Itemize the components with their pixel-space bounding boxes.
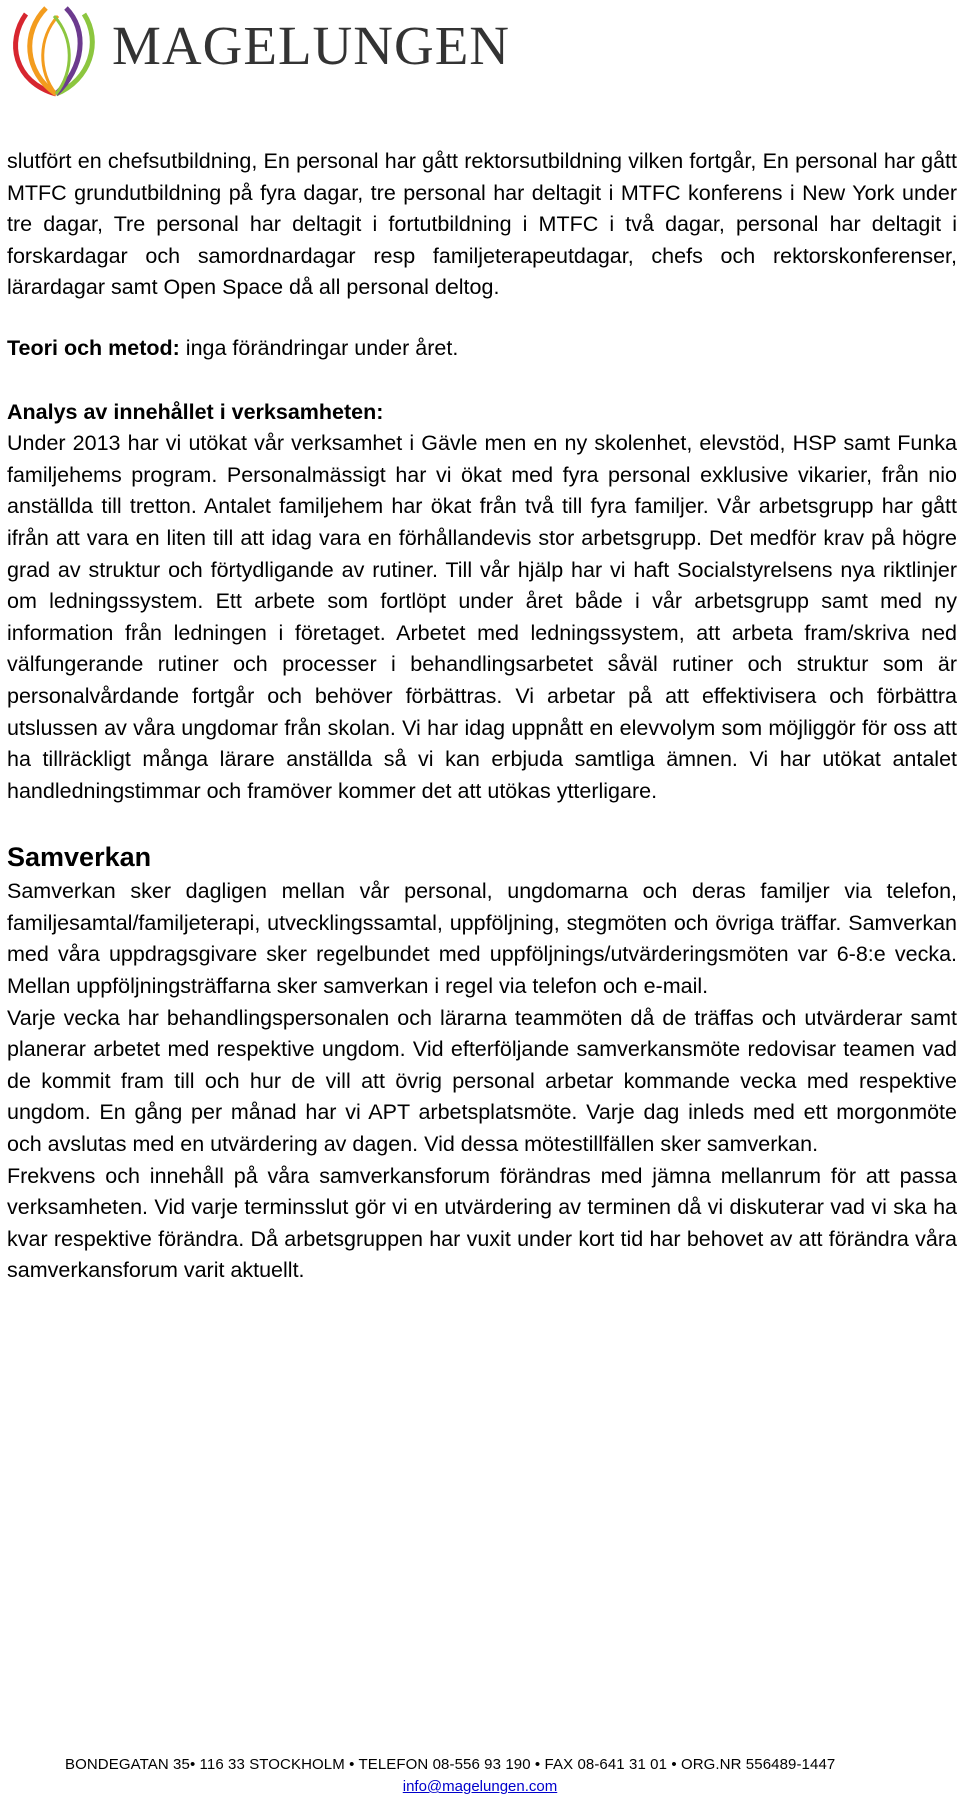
intro-paragraph: slutfört en chefsutbildning, En personal har gått rektorsutbildning vilken fortgår, En personal har gått MTFC grundutbildning på fyra dagar, tre personal har deltagit i MTFC konferens i New York under tre dagar, Tre personal har deltagit i fortutbildning i MTFC i två dagar, personal har deltagit i forskardagar och samordnardagar resp familjeterapeutdagar, chefs och rektorskonferenser, lärardagar samt Open Space då all personal deltog. bbox=[7, 149, 957, 300]
theory-text: inga förändringar under året. bbox=[179, 335, 459, 360]
page-header bbox=[0, 0, 960, 110]
analysis-heading: Analys av innehållet i verksamheten: bbox=[7, 399, 384, 424]
samverkan-paragraph-3: Frekvens och innehåll på våra samverkansforum förändras med jämna mellanrum för att passa verksamheten. Vid varje terminsslut gör vi en utvärdering av terminen då vi diskuterar vad vi ska ha kvar respektive förändra. Då arbetsgruppen har vuxit under kort tid har behovet av att förändra våra samverkansforum varit aktuellt. bbox=[7, 1163, 957, 1283]
samverkan-heading: Samverkan bbox=[7, 842, 152, 873]
footer-email-link[interactable]: info@magelungen.com bbox=[402, 1778, 558, 1795]
footer-address: BONDEGATAN 35• 116 33 STOCKHOLM • TELEFON 08-556 93 190 • FAX 08-641 31 01 • ORG.NR 556489-1447 bbox=[65, 1756, 836, 1773]
theory-line bbox=[7, 333, 957, 365]
document-body bbox=[7, 146, 957, 1287]
samverkan-paragraph-2: Varje vecka har behandlingspersonalen och lärarna teammöten då de träffas och utvärderar samt planerar arbetet med respektive ungdom. Vid efterföljande samverkansmöte redovisar teamen vad de kommit fram till och hur de vill att övrig personal arbetar kommande vecka med respektive ungdom. En gång per månad har vi APT arbetsplatsmöte. Varje dag inleds med ett morgonmöte och avslutas med en utvärdering av dagen. Vid dessa mötestillfällen sker samverkan. bbox=[7, 1005, 957, 1157]
analysis-paragraph: Under 2013 har vi utökat vår verksamhet i Gävle men en ny skolenhet, elevstöd, HSP samt Funka familjehems program. Personalmässigt har vi ökat med fyra personal exklusive vikarier, från nio anställda till tretton. Antalet familjehem har ökat från två till fyra familjer. Vår arbetsgrupp har gått ifrån att vara en liten till att idag vara en förhållandevis stor arbetsgrupp. Det medför krav på högre grad av struktur och förtydligande av rutiner. Till vår hjälp har vi haft Socialstyrelsens nya riktlinjer om ledningssystem. Ett arbete som fortlöpt under året både i vår arbetsgrupp samt med ny information från ledningen i företaget. Arbetet med ledningssystem, att arbeta fram/skriva ned välfungerande rutiner och processer i behandlingsarbetet såväl rutiner och struktur som är personalvårdande fortgår och behöver förbättras. Vi arbetar på att effektivisera och förbättra utslussen av våra ungdomar från skolan. Vi har idag uppnått en elevvolym som möjliggör för oss att ha tillräckligt många lärare anställda så vi kan erbjuda samtliga ämnen. Vi har utökat antalet handledningstimmar och framöver kommer det att utökas ytterligare. bbox=[7, 431, 957, 803]
brand-name: MAGELUNGEN bbox=[112, 15, 511, 76]
magelungen-logo-icon bbox=[4, 2, 108, 98]
theory-label: Teori och metod: bbox=[7, 335, 180, 360]
samverkan-paragraph-1: Samverkan sker dagligen mellan vår personal, ungdomarna och deras familjer via telefon, familjesamtal/familjeterapi, utvecklingssamtal, uppföljning, stegmöten och övriga träffar. Samverkan med våra uppdragsgivare sker regelbundet med uppföljnings/utvärderingsmöten var 6-8:e vecka. Mellan uppföljningsträffarna sker samverkan i regel via telefon och e-mail. bbox=[7, 879, 957, 999]
